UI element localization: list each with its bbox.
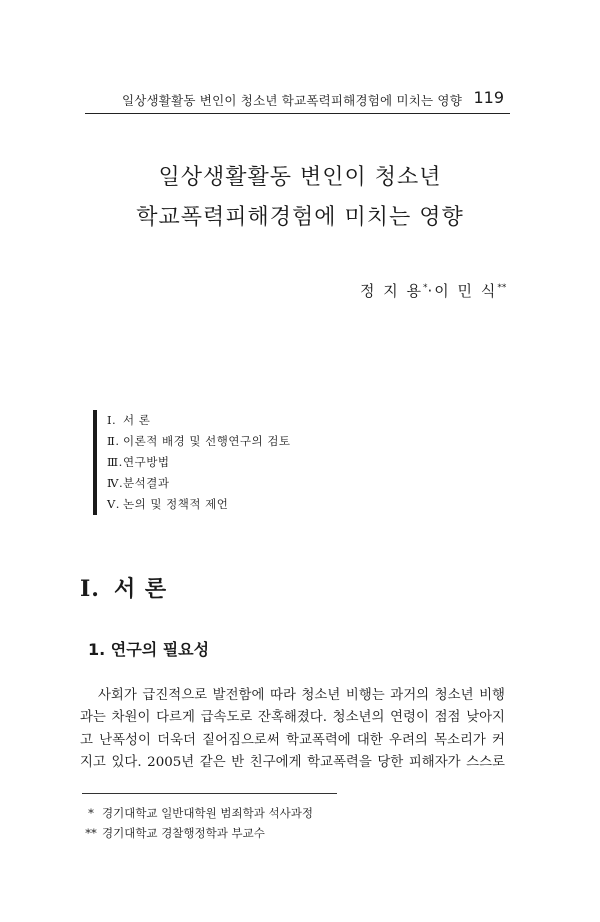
author-line [360, 280, 507, 301]
toc-item-label: 서 론 [123, 413, 151, 427]
body-line: 사회가 급진적으로 발전함에 따라 청소년 비행는 과거의 청소년 비행 [98, 688, 505, 703]
body-line: 과는 차원이 다르게 급속도로 잔혹해졌다. 청소년의 연령이 점점 낮아지 [80, 710, 505, 726]
toc-item-1 [107, 410, 407, 431]
footnote-2 [80, 823, 313, 843]
footnote-mark: * [88, 806, 94, 820]
toc-item-number: Ⅴ. [107, 497, 120, 511]
toc-item-label: 논의 및 정책적 제언 [123, 497, 229, 511]
paper-title-line-1: 일상생활활동 변인이 청소년 [158, 165, 442, 190]
table-of-contents [93, 410, 407, 515]
author-1-name: 정 지 용 [360, 282, 424, 300]
body-line: 고 난폭성이 더욱더 짙어짐으로써 학교폭력에 대한 우려의 목소리가 커 [80, 732, 505, 748]
toc-item-number: Ⅰ. [107, 413, 117, 427]
subsection-heading: 1. 연구의 필요성 [88, 640, 210, 659]
footnote-text: 경기대학교 일반대학원 범죄학과 석사과정 [102, 806, 313, 820]
section-heading [80, 572, 167, 603]
toc-item-2 [107, 431, 407, 452]
author-1-footnote-mark: * [423, 283, 428, 293]
section-number: Ⅰ. [80, 576, 100, 602]
toc-item-3 [107, 452, 407, 473]
author-2-name: 이 민 식 [434, 282, 498, 300]
toc-item-4 [107, 473, 407, 494]
footnote-1 [80, 803, 313, 823]
footnote-mark: ** [85, 826, 97, 840]
paper-title-line-2: 학교폭력피해경험에 미치는 영향 [136, 205, 464, 230]
running-head [85, 87, 510, 114]
toc-item-number: Ⅱ. [107, 434, 120, 448]
author-separator: · [427, 282, 435, 300]
toc-item-number: Ⅳ. [107, 476, 124, 490]
footnote-divider [82, 793, 337, 794]
toc-item-number: Ⅲ. [107, 455, 123, 469]
page-number: 119 [473, 88, 504, 107]
body-paragraph [80, 685, 505, 775]
toc-item-label: 분석결과 [123, 476, 170, 490]
author-2-footnote-mark: ** [497, 283, 507, 293]
footnote-text: 경기대학교 경찰행정학과 부교수 [102, 826, 265, 840]
toc-item-label: 이론적 배경 및 선행연구의 검토 [123, 434, 291, 448]
running-head-title: 일상생활활동 변인이 청소년 학교폭력피해경험에 미치는 영향 [121, 93, 462, 108]
section-title: 서 론 [113, 576, 168, 602]
toc-item-5 [107, 494, 407, 515]
footnotes [80, 803, 313, 843]
toc-item-label: 연구방법 [123, 455, 170, 469]
body-line: 지고 있다. 2005년 같은 반 친구에게 학교폭력을 당한 피해자가 스스로 [80, 755, 505, 771]
